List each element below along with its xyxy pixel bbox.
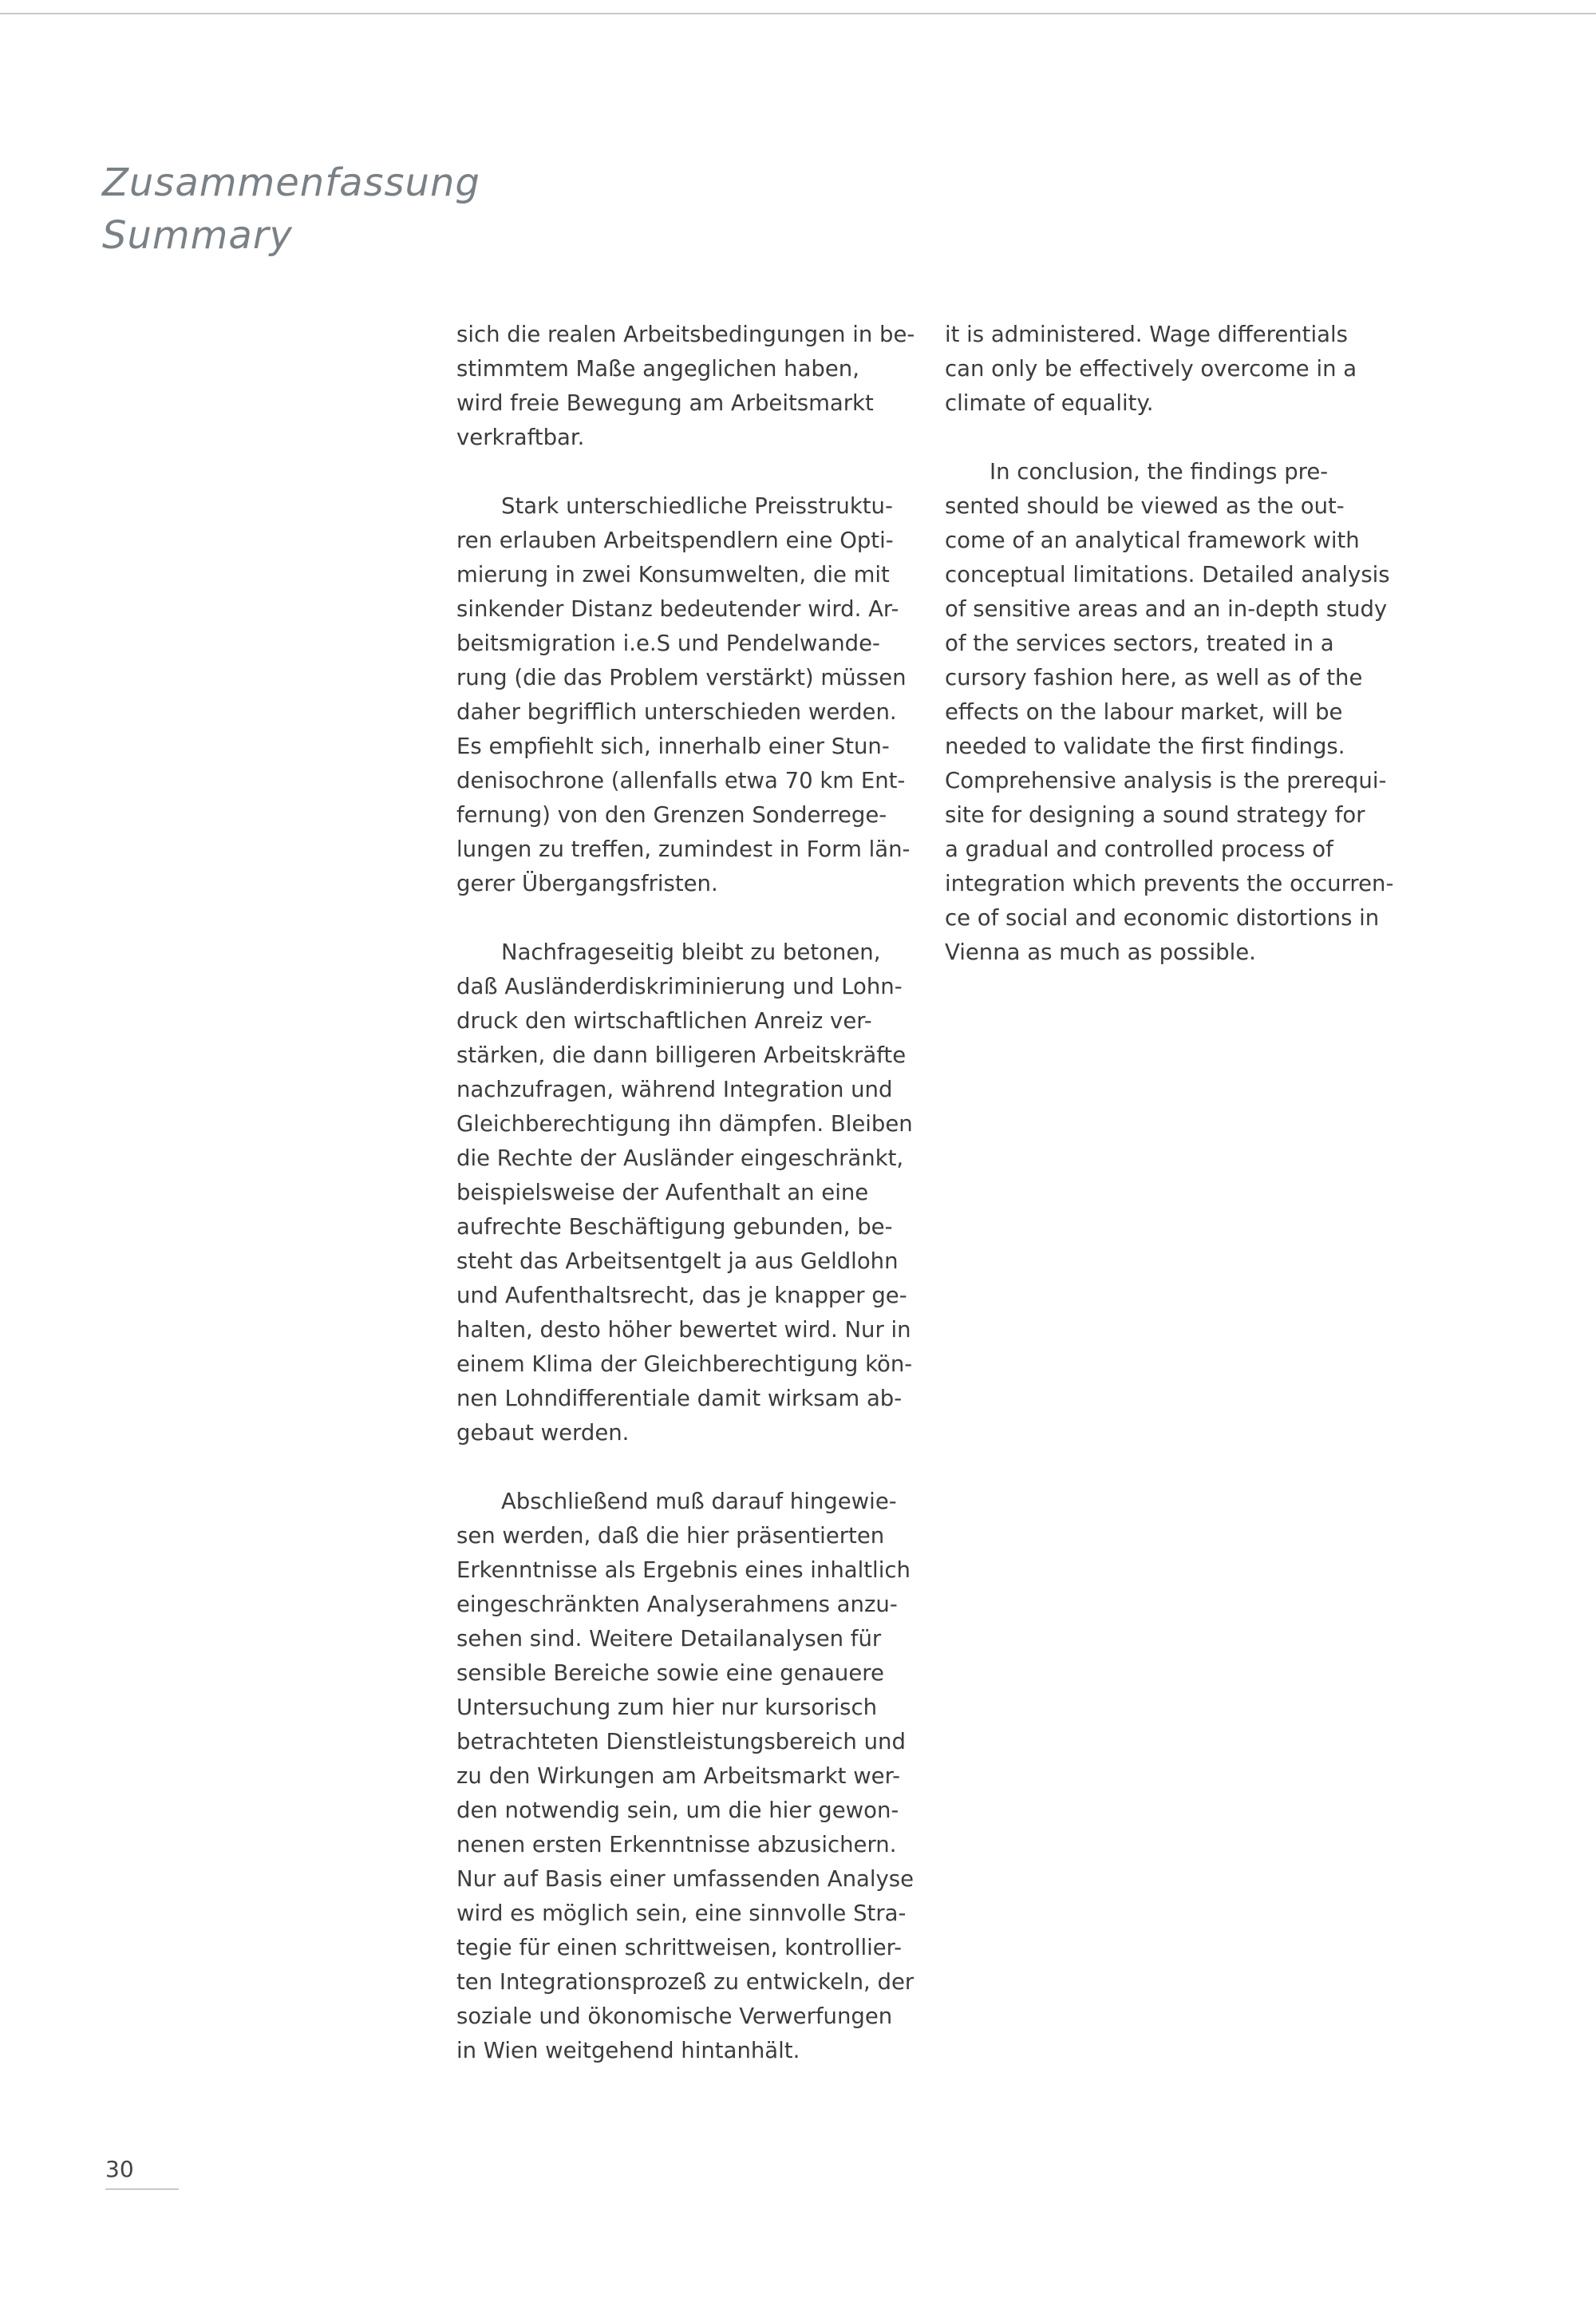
english-paragraph-1: it is administered. Wage differentials can only be effectively overcome in a climate of equality.	[945, 322, 1357, 416]
german-paragraph-3: Nachfrageseitig bleibt zu betonen, daß Ausländerdiskriminierung und Lohn- druck den wirtschaftlichen Anreiz ver- stärken, die dann billigeren Arbeitskräfte nachzufragen, während Integration und Gleichberechtigung ihn dämpfen. Bleiben die Rechte der Ausländer eingeschränkt, beispielsweise der Aufenthalt an eine aufrechte Beschäftigung gebunden, be- steht das Arbeitsentgelt ja aus Geldlohn und Aufenthaltsrecht, das je knapper ge- halten, desto höher bewertet wird. Nur in einem Klima der Gleichberechtigung kön- nen Lohndifferentiale damit wirksam ab- gebaut werden.	[456, 939, 913, 1446]
german-paragraph-1: sich die realen Arbeitsbedingungen in be- stimmtem Maße angeglichen haben, wird freie Bewegung am Arbeitsmarkt verkraftbar.	[456, 322, 915, 450]
german-text-column	[456, 318, 919, 2102]
german-paragraph-4: Abschließend muß darauf hingewie- sen werden, daß die hier präsentierten Erkenntnisse als Ergebnis eines inhaltlich eingeschränkten Analyserahmens anzu- sehen sind. Weitere Detailanalysen für sensible Bereiche sowie eine genauere Untersuchung zum hier nur kursorisch betrachteten Dienstleistungsbereich und zu den Wirkungen am Arbeitsmarkt wer- den notwendig sein, um die hier gewon- nenen ersten Erkenntnisse abzusichern. Nur auf Basis einer umfassenden Analyse wird es möglich sein, eine sinnvolle Stra- tegie für einen schrittweisen, kontrollier- ten Integrationsprozeß zu entwickeln, der soziale und ökonomische Verwerfungen in Wien weitgehend hintanhält.	[456, 1489, 915, 2063]
title-german: Zusammenfassung	[102, 160, 480, 205]
english-paragraph-2: In conclusion, the findings pre- sented should be viewed as the out- come of an analytical framework with conceptual limitations. Detailed analysis of sensitive areas and an in-depth study of the services sectors, treated in a cursory fashion here, as well as of the effects on the labour market, will be needed to validate the first findings. Comprehensive analysis is the prerequi- site for designing a sound strategy for a gradual and controlled process of integration which prevents the occurren- ce of social and economic distortions in Vienna as much as possible.	[945, 459, 1394, 965]
top-divider	[0, 13, 1596, 14]
english-text-column	[945, 318, 1408, 1004]
title-english: Summary	[102, 213, 293, 258]
page-number: 30	[105, 2156, 134, 2182]
german-paragraph-2: Stark unterschiedliche Preisstruktu- ren erlauben Arbeitspendlern eine Opti- mierung in zwei Konsumwelten, die mit sinkender Distanz bedeutender wird. Ar- beitsmigration i.e.S und Pendelwande- rung (die das Problem verstärkt) müssen daher begrifflich unterschieden werden. Es empfiehlt sich, innerhalb einer Stun- denisochrone (allenfalls etwa 70 km Ent- fernung) von den Grenzen Sonderrege- lungen zu treffen, zumindest in Form län- gerer Übergangsfristen.	[456, 493, 911, 896]
page-title	[102, 156, 480, 262]
